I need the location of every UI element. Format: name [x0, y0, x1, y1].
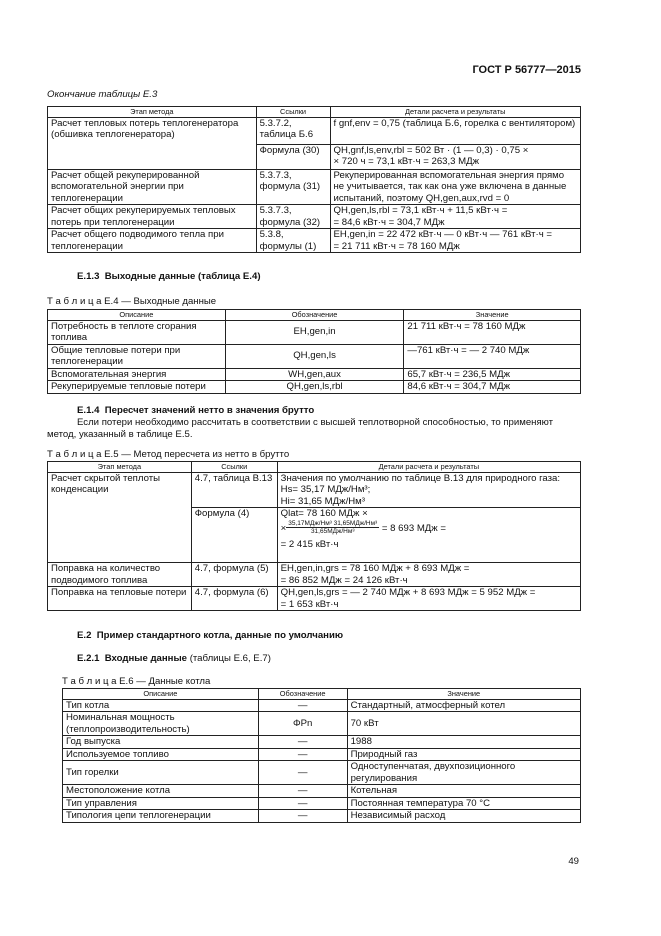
- description-cell: Общие тепловые потери при теплогенерации: [48, 344, 226, 368]
- column-header: Описание: [48, 310, 226, 321]
- column-header: Детали расчета и результаты: [277, 462, 580, 473]
- fraction: [286, 520, 379, 537]
- paragraph-line: Если потери необходимо рассчитать в соответствии с высшей теплотворной способностью, то применяют: [77, 417, 554, 428]
- detail-line: QH,gen,ls,rbl = 73,1 кВт·ч + 11,5 кВт·ч =: [333, 205, 508, 217]
- value-cell: Природный газ: [347, 748, 580, 761]
- section-title-tail: (таблицы E.6, E.7): [189, 653, 271, 664]
- detail-line: Hs= 35,17 МДж/Нм³;: [280, 484, 371, 496]
- detail-cell: [277, 472, 580, 508]
- symbol-cell: QH,gen,ls,rbl: [225, 381, 404, 394]
- symbol-cell: ΦPn: [258, 712, 347, 736]
- section-title: Пример стандартного котла, данные по умолчанию: [96, 630, 344, 641]
- formula-line: × $\frac{\text{35,17МДж/Нм³ 31,65МДж/Нм³}}{\text{31,65МДж/Нм³}}$ = 8 693 МДж =: [280, 519, 446, 536]
- value-cell: Постоянная температура 70 °C: [347, 797, 580, 810]
- detail-cell: [277, 508, 580, 563]
- section-number: E.1.3: [77, 271, 100, 282]
- symbol-cell: —: [258, 699, 347, 712]
- section-title: Выходные данные (таблица E.4): [104, 271, 261, 282]
- detail-cell: [330, 205, 581, 229]
- stage-cell: Расчет тепловых потерь теплогенератора (обшивка теплогенератора): [48, 117, 257, 169]
- detail-line: = 8 693 МДж =: [381, 522, 446, 534]
- table-row: [48, 117, 581, 144]
- page-number: 49: [568, 856, 579, 867]
- detail-line: QH,gen,ls,grs = — 2 740 МДж + 8 693 МДж = 5 952 МДж =: [280, 587, 536, 599]
- value-cell: 1988: [347, 736, 580, 749]
- table-row: [63, 810, 581, 823]
- column-header: Детали расчета и результаты: [330, 107, 581, 118]
- description-cell: Тип горелки: [63, 761, 259, 785]
- table-row: [48, 229, 581, 253]
- value-cell: 84,6 кВт·ч = 304,7 МДж: [404, 381, 581, 394]
- ref-cell: 5.3.7.3, формула (32): [256, 205, 330, 229]
- column-header: Описание: [63, 689, 259, 700]
- table-e3: [47, 106, 581, 253]
- value-cell: 70 кВт: [347, 712, 580, 736]
- column-header: Ссылки: [191, 462, 277, 473]
- detail-line: Hi= 31,65 МДж/Нм³: [280, 495, 365, 507]
- symbol-cell: —: [258, 761, 347, 785]
- table-row: [63, 761, 581, 785]
- description-cell: Год выпуска: [63, 736, 259, 749]
- symbol-cell: —: [258, 810, 347, 823]
- table-row: [48, 169, 581, 205]
- description-cell: Вспомогательная энергия: [48, 368, 226, 381]
- stage-cell: Поправка на тепловые потери: [48, 587, 192, 611]
- ref-cell: 5.3.7.2, таблица Б.6: [256, 117, 330, 144]
- column-header: Обозначение: [258, 689, 347, 700]
- detail-cell: f gnf,env = 0,75 (таблица Б.6, горелка с вентилятором): [330, 117, 581, 144]
- table-continuation-caption: Окончание таблицы E.3: [47, 89, 158, 100]
- stage-cell: Расчет общего подводимого тепла при теплогенерации: [48, 229, 257, 253]
- symbol-cell: EH,gen,in: [225, 320, 404, 344]
- table-row: [63, 748, 581, 761]
- document-header: ГОСТ Р 56777—2015: [472, 64, 581, 76]
- column-header: Ссылки: [256, 107, 330, 118]
- column-header: Значение: [404, 310, 581, 321]
- detail-line: = 21 711 кВт·ч = 78 160 МДж: [333, 240, 460, 252]
- stage-cell: Расчет скрытой теплоты конденсации: [48, 472, 192, 563]
- detail-line: EH,gen,in,grs = 78 160 МДж + 8 693 МДж =: [280, 563, 470, 575]
- symbol-cell: —: [258, 797, 347, 810]
- column-header: Обозначение: [225, 310, 404, 321]
- table-e6: [62, 688, 581, 823]
- detail-line: Значения по умолчанию по таблице B.13 для природного газа:: [280, 472, 561, 484]
- value-cell: 21 711 кВт·ч = 78 160 МДж: [404, 320, 581, 344]
- description-cell: Потребность в теплоте сгорания топлива: [48, 320, 226, 344]
- symbol-cell: —: [258, 736, 347, 749]
- table-caption-e4: Т а б л и ц а E.4 — Выходные данные: [47, 296, 217, 307]
- table-row: [48, 368, 581, 381]
- section-heading-e21: [77, 653, 271, 665]
- table-row: [48, 205, 581, 229]
- section-heading-e14: [77, 405, 314, 417]
- table-e4: [47, 309, 581, 394]
- description-cell: Типология цепи теплогенерации: [63, 810, 259, 823]
- value-cell: Котельная: [347, 785, 580, 798]
- detail-line: EH,gen,in = 22 472 кВт·ч — 0 кВт·ч — 761 кВт·ч =: [333, 229, 552, 241]
- symbol-cell: —: [258, 785, 347, 798]
- ref-cell: 4.7, таблица B.13: [191, 472, 277, 508]
- detail-line: Qlat= 78 160 МДж ×: [280, 508, 368, 520]
- description-cell: Местоположение котла: [63, 785, 259, 798]
- ref-cell: Формула (30): [256, 144, 330, 169]
- symbol-cell: QH,gen,ls: [225, 344, 404, 368]
- ref-cell: Формула (4): [191, 508, 277, 563]
- table-row: [63, 785, 581, 798]
- description-cell: Используемое топливо: [63, 748, 259, 761]
- ref-cell: 4.7, формула (6): [191, 587, 277, 611]
- description-cell: Тип котла: [63, 699, 259, 712]
- stage-cell: Расчет общих рекуперируемых тепловых потерь при теплогенерации: [48, 205, 257, 229]
- section-number: E.1.4: [77, 405, 100, 416]
- detail-cell: [330, 229, 581, 253]
- detail-line: QH,gnf,ls,env,rbl = 502 Вт · (1 — 0,3) · 0,75 ×: [333, 144, 529, 156]
- detail-line: = 86 852 МДж = 24 126 кВт·ч: [280, 574, 408, 586]
- value-cell: Одноступенчатая, двухпозиционного регулирования: [347, 761, 580, 785]
- detail-cell: [277, 563, 580, 587]
- detail-cell: [277, 587, 580, 611]
- description-cell: Рекуперируемые тепловые потери: [48, 381, 226, 394]
- table-row: [63, 699, 581, 712]
- ref-cell: 5.3.8, формулы (1): [256, 229, 330, 253]
- table-caption-e6: Т а б л и ц а E.6 — Данные котла: [62, 676, 211, 687]
- table-header-row: [48, 107, 581, 118]
- value-cell: —761 кВт·ч = — 2 740 МДж: [404, 344, 581, 368]
- table-row: [48, 381, 581, 394]
- description-cell: Номинальная мощность (теплопроизводительность): [63, 712, 259, 736]
- section-number: E.2: [77, 630, 92, 641]
- ref-cell: 5.3.7.3, формула (31): [256, 169, 330, 205]
- detail-cell: [330, 144, 581, 169]
- table-row: [48, 344, 581, 368]
- paragraph-line: метод, указанный в таблице E.5.: [47, 429, 193, 440]
- section-heading-e2: [77, 630, 343, 642]
- fraction-denominator: 31,65МДж/Нм³: [310, 528, 355, 536]
- table-header-row: [48, 462, 581, 473]
- column-header: Этап метода: [48, 462, 192, 473]
- description-cell: Тип управления: [63, 797, 259, 810]
- detail-line: = 84,6 кВт·ч = 304,7 МДж: [333, 216, 445, 228]
- column-header: Значение: [347, 689, 580, 700]
- table-row: [48, 320, 581, 344]
- section-heading-e13: [77, 271, 261, 283]
- column-header: Этап метода: [48, 107, 257, 118]
- table-header-row: [48, 310, 581, 321]
- table-row: [48, 587, 581, 611]
- detail-line: = 1 653 кВт·ч: [280, 598, 339, 610]
- detail-line: × 720 ч = 73,1 кВт·ч = 263,3 МДж: [333, 156, 480, 168]
- table-row: [63, 712, 581, 736]
- table-row: [63, 797, 581, 810]
- table-row: [48, 563, 581, 587]
- table-header-row: [63, 689, 581, 700]
- stage-cell: Поправка на количество подводимого топлива: [48, 563, 192, 587]
- value-cell: 65,7 кВт·ч = 236,5 МДж: [404, 368, 581, 381]
- table-row: [48, 472, 581, 508]
- detail-line: = 2 415 кВт·ч: [280, 539, 339, 551]
- value-cell: Стандартный, атмосферный котел: [347, 699, 580, 712]
- detail-cell: Рекуперированная вспомогательная энергия прямо не учитывается, так как она уже включена в данные испытаний, поэтому QH,gen,aux,rvd = 0: [330, 169, 581, 205]
- section-title: Входные данные: [104, 653, 188, 664]
- stage-cell: Расчет общей рекуперированной вспомогательной энергии при теплогенерации: [48, 169, 257, 205]
- table-row: [63, 736, 581, 749]
- section-title: Пересчет значений нетто в значения брутто: [104, 405, 315, 416]
- ref-cell: 4.7, формула (5): [191, 563, 277, 587]
- table-caption-e5: Т а б л и ц а E.5 — Метод пересчета из нетто в брутто: [47, 449, 290, 460]
- table-e5: [47, 461, 581, 611]
- symbol-cell: —: [258, 748, 347, 761]
- section-number: E.2.1: [77, 653, 100, 664]
- symbol-cell: WH,gen,aux: [225, 368, 404, 381]
- fraction-numerator: 35,17МДж/Нм³ 31,65МДж/Нм³: [288, 519, 378, 527]
- value-cell: Независимый расход: [347, 810, 580, 823]
